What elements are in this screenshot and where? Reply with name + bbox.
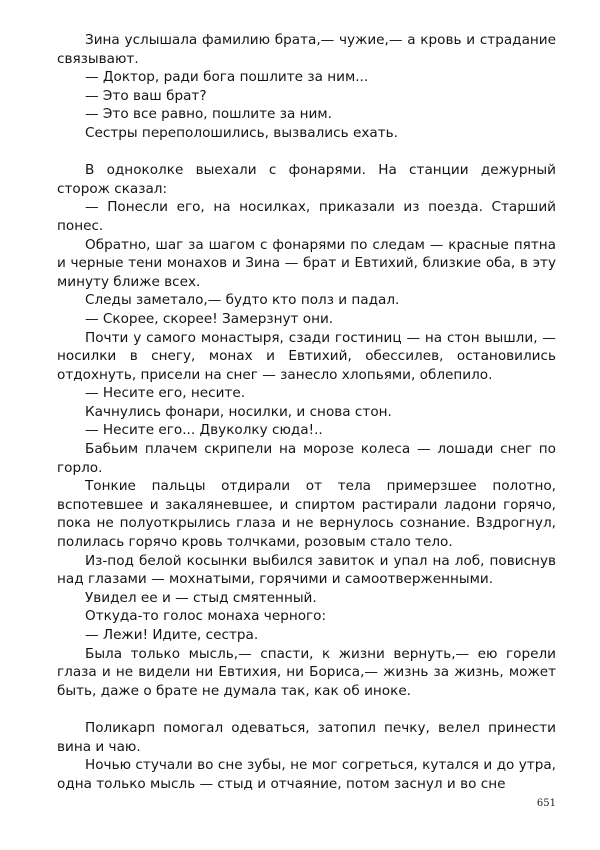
paragraph: Сестры переполошились, вызвались ехать.: [85, 124, 398, 141]
page-number: 651: [536, 798, 556, 809]
paragraph: Ночью стучали во сне зубы, не мог согреться, кутался и до утра, одна только мысль — стыд и отчаяние, потом заснул и во сне: [57, 757, 556, 792]
paragraph: Следы заметало,— будто кто полз и падал.: [85, 292, 400, 309]
paragraph: Зина услышала фамилию брата,— чужие,— а кровь и страдание связывают.: [57, 32, 556, 67]
paragraph: Откуда-то голос монаха черного:: [85, 608, 327, 625]
paragraph: Была только мысль,— спасти, к жизни вернуть,— ею горели глаза и не видели ни Евтихия, ни Бориса,— жизнь за жизнь, может быть, даже о брате не думала так, как об иноке.: [57, 645, 556, 699]
paragraph: В одноколке выехали с фонарями. На станции дежурный сторож сказал:: [57, 162, 556, 197]
section-break: [57, 700, 556, 719]
paragraph: — Понесли его, на носилках, приказали из поезда. Старший понес.: [57, 199, 556, 234]
paragraph: — Несите его, несите.: [85, 385, 246, 402]
paragraph: Тонкие пальцы отдирали от тела примерзшее полотно, вспотевшее и закаляневшее, и спиртом растирали ладони горячо, пока не полуоткрылись глаза и не вернулось сознание. Вздрогнул, полилась горячо кровь толчками, розовым стало тело.: [57, 478, 556, 551]
paragraph: — Скорее, скорее! Замерзнут они.: [85, 310, 334, 327]
paragraph: Обратно, шаг за шагом с фонарями по следам — красные пятна и черные тени монахов и Зина — брат и Евтихий, близкие оба, в эту минуту ближе всех.: [57, 236, 556, 290]
paragraph: — Несите его... Двуколку сюда!..: [85, 422, 323, 439]
paragraph: — Лежи! Идите, сестра.: [85, 627, 259, 643]
paragraph: Бабьим плачем скрипели на морозе колеса — лошади снег по горло.: [57, 441, 556, 476]
paragraph: — Это все равно, пошлите за ним.: [85, 106, 332, 123]
paragraph: Увидел ее и — стыд смятенный.: [85, 589, 317, 606]
paragraph: — Это ваш брат?: [85, 87, 207, 104]
section-break: [57, 143, 556, 162]
paragraph: Из-под белой косынки выбился завиток и упал на лоб, повиснув над глазами — мохнатыми, горячими и самоотверженными.: [57, 552, 556, 588]
paragraph: Качнулись фонари, носилки, и снова стон.: [85, 403, 392, 420]
page-body: [57, 31, 556, 793]
paragraph: Почти у самого монастыря, сзади гостиниц — на стон вышли, — носилки в снегу, монах и Евтихий, обессилев, остановились отдохнуть, присели на снег — занесло хлопьями, облепило.: [57, 329, 556, 383]
paragraph: — Доктор, ради бога пошлите за ним...: [85, 69, 369, 86]
paragraph: Поликарп помогал одеваться, затопил печку, велел принести вина и чаю.: [57, 719, 556, 755]
